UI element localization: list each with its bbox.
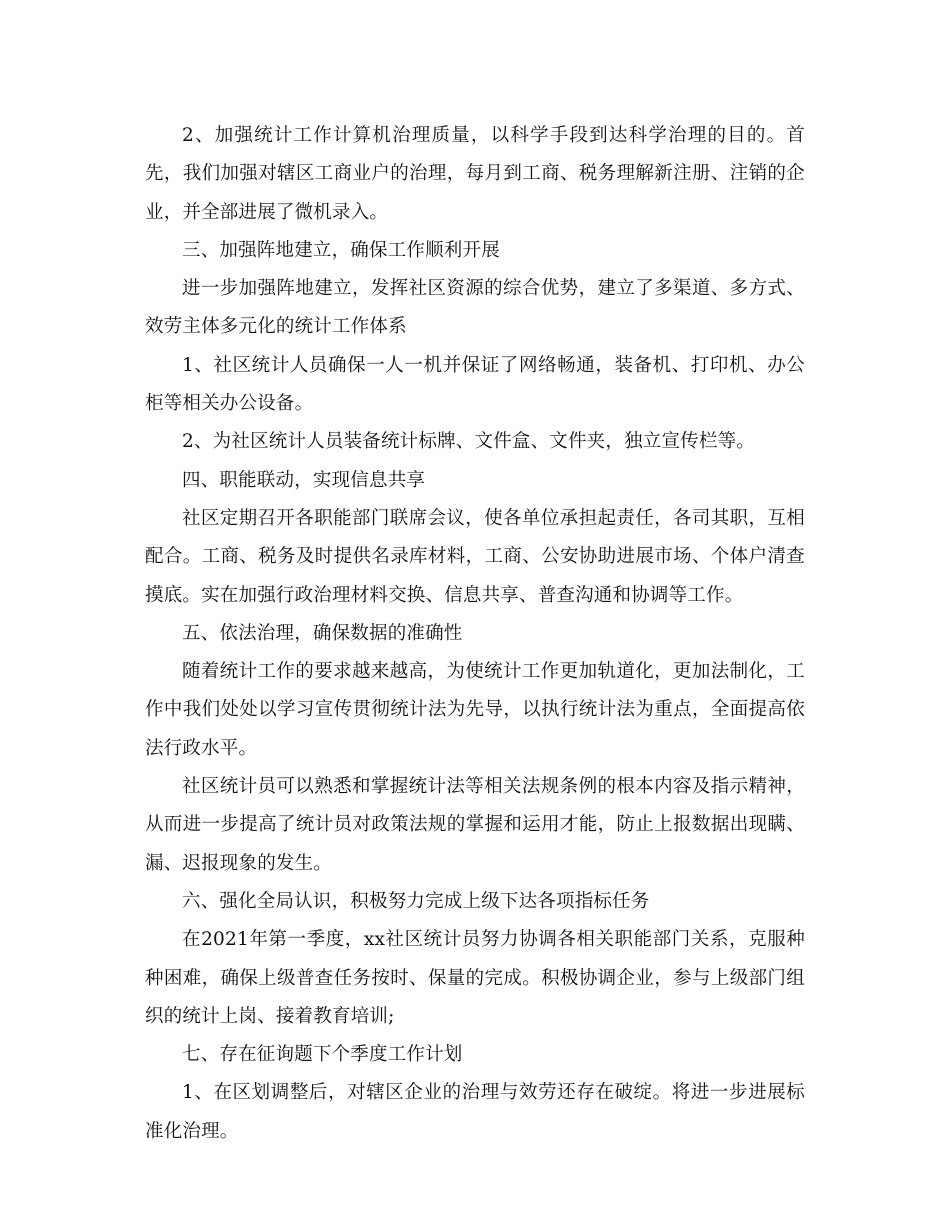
heading-section-6: 六、强化全局认识，积极努力完成上级下达各项指标任务: [182, 890, 650, 912]
paragraph-first-quarter: 在2021年第一季度，xx社区统计员努力协调各相关职能部门关系，克服种种困难，确保上级普查任务按时、保量的完成。积极协调企业，参与上级部门组织的统计上岗、接着教育培训;: [145, 929, 805, 1027]
heading-section-4: 四、职能联动，实现信息共享: [182, 469, 426, 491]
paragraph-next-quarter-plan: 1、在区划调整后，对辖区企业的治理与效劳还存在破绽。将进一步进展标准化治理。: [145, 1082, 805, 1142]
document-body: [145, 117, 805, 1151]
heading-section-3: 三、加强阵地建立，确保工作顺利开展: [182, 239, 500, 261]
paragraph-statistics-law: 随着统计工作的要求越来越高，为使统计工作更加轨道化，更加法制化，工作中我们处处以学习宣传贯彻统计法为先导，以执行统计法为重点，全面提高依法行政水平。: [145, 661, 805, 759]
heading-section-7: 七、存在征询题下个季度工作计划: [182, 1044, 463, 1066]
paragraph-statistics-computer-management: 2、加强统计工作计算机治理质量，以科学手段到达科学治理的目的。首先，我们加强对辖区工商业户的治理，每月到工商、税务理解新注册、注销的企业，并全部进展了微机录入。: [145, 125, 805, 223]
paragraph-joint-meetings: 社区定期召开各职能部门联席会议，使各单位承担起责任，各司其职，互相配合。工商、税务及时提供名录库材料，工商、公安协助进展市场、个体户清查摸底。实在加强行政治理材料交换、信息共享、普查沟通和协调等工作。: [145, 507, 805, 606]
heading-section-5: 五、依法治理，确保数据的准确性: [182, 622, 463, 644]
paragraph-statistics-equipment: 2、为社区统计人员装备统计标牌、文件盒、文件夹，独立宣传栏等。: [182, 431, 755, 453]
paragraph-one-person-one-computer: 1、社区统计人员确保一人一机并保证了网络畅通，装备机、打印机、办公柜等相关办公设备。: [145, 354, 805, 415]
paragraph-position-building: 进一步加强阵地建立，发挥社区资源的综合优势，建立了多渠道、多方式、效劳主体多元化的统计工作体系: [145, 278, 805, 338]
paragraph-statistician-training: 社区统计员可以熟悉和掌握统计法等相关法规条例的根本内容及指示精神，从而进一步提高了统计员对政策法规的掌握和运用才能，防止上报数据出现瞒、漏、迟报现象的发生。: [145, 776, 805, 874]
